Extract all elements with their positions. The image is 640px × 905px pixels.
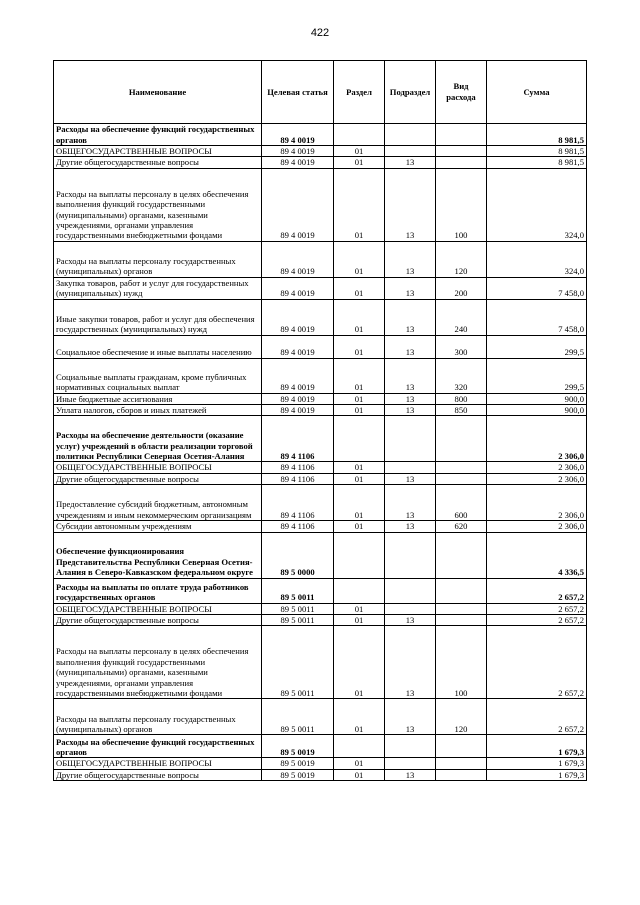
table-row bbox=[54, 416, 587, 462]
cell-target: 89 4 0019 bbox=[262, 168, 334, 241]
table-row bbox=[54, 615, 587, 626]
cell-subsection: 13 bbox=[385, 157, 436, 168]
cell-target: 89 4 1106 bbox=[262, 473, 334, 484]
cell-expense-type: 850 bbox=[436, 405, 487, 416]
cell-expense-type bbox=[436, 146, 487, 157]
cell-section: 01 bbox=[334, 358, 385, 393]
cell-sum: 8 981,5 bbox=[487, 157, 587, 168]
cell-section: 01 bbox=[334, 769, 385, 780]
cell-expense-type bbox=[436, 769, 487, 780]
table-row bbox=[54, 603, 587, 614]
cell-name: Социальные выплаты гражданам, кроме публичных нормативных социальных выплат bbox=[54, 358, 262, 393]
cell-section bbox=[334, 578, 385, 603]
cell-section: 01 bbox=[334, 405, 385, 416]
cell-expense-type bbox=[436, 578, 487, 603]
cell-name: Закупка товаров, работ и услуг для государственных (муниципальных) нужд bbox=[54, 277, 262, 299]
cell-name: Расходы на выплаты персоналу государственных (муниципальных) органов bbox=[54, 699, 262, 735]
cell-expense-type: 620 bbox=[436, 521, 487, 532]
table-row bbox=[54, 299, 587, 335]
cell-section: 01 bbox=[334, 626, 385, 699]
cell-subsection: 13 bbox=[385, 405, 436, 416]
cell-target: 89 4 1106 bbox=[262, 462, 334, 473]
cell-section: 01 bbox=[334, 168, 385, 241]
cell-sum: 8 981,5 bbox=[487, 146, 587, 157]
cell-name: ОБЩЕГОСУДАРСТВЕННЫЕ ВОПРОСЫ bbox=[54, 603, 262, 614]
cell-sum: 2 657,2 bbox=[487, 578, 587, 603]
cell-subsection: 13 bbox=[385, 615, 436, 626]
cell-sum: 2 306,0 bbox=[487, 521, 587, 532]
cell-sum: 900,0 bbox=[487, 405, 587, 416]
cell-subsection: 13 bbox=[385, 393, 436, 404]
cell-target: 89 4 1106 bbox=[262, 485, 334, 521]
table-row bbox=[54, 405, 587, 416]
cell-section: 01 bbox=[334, 758, 385, 769]
cell-sum: 299,5 bbox=[487, 335, 587, 358]
cell-name: Расходы на выплаты по оплате труда работников государственных органов bbox=[54, 578, 262, 603]
table-row bbox=[54, 146, 587, 157]
cell-expense-type bbox=[436, 124, 487, 146]
table-row bbox=[54, 758, 587, 769]
table-row bbox=[54, 157, 587, 168]
cell-sum: 1 679,3 bbox=[487, 758, 587, 769]
table-row bbox=[54, 521, 587, 532]
cell-section: 01 bbox=[334, 473, 385, 484]
cell-sum: 299,5 bbox=[487, 358, 587, 393]
cell-expense-type bbox=[436, 462, 487, 473]
cell-subsection bbox=[385, 578, 436, 603]
cell-name: Расходы на выплаты персоналу государственных (муниципальных) органов bbox=[54, 241, 262, 277]
cell-name: Предоставление субсидий бюджетным, автономным учреждениям и иным некоммерческим организациям bbox=[54, 485, 262, 521]
cell-target: 89 5 0011 bbox=[262, 615, 334, 626]
cell-subsection bbox=[385, 416, 436, 462]
cell-name: Уплата налогов, сборов и иных платежей bbox=[54, 405, 262, 416]
cell-subsection bbox=[385, 532, 436, 578]
cell-name: Расходы на обеспечение деятельности (оказание услуг) учреждений в области реализации торговой политики Республики Северная Осетия-Алания bbox=[54, 416, 262, 462]
header-expense-type: Вид расхода bbox=[436, 61, 487, 124]
cell-sum: 2 306,0 bbox=[487, 473, 587, 484]
cell-subsection: 13 bbox=[385, 241, 436, 277]
cell-expense-type bbox=[436, 157, 487, 168]
cell-name: Расходы на обеспечение функций государственных органов bbox=[54, 735, 262, 758]
cell-target: 89 4 0019 bbox=[262, 146, 334, 157]
cell-sum: 1 679,3 bbox=[487, 769, 587, 780]
cell-expense-type: 240 bbox=[436, 299, 487, 335]
cell-name: Социальное обеспечение и иные выплаты населению bbox=[54, 335, 262, 358]
cell-section: 01 bbox=[334, 241, 385, 277]
cell-subsection bbox=[385, 758, 436, 769]
cell-expense-type: 100 bbox=[436, 168, 487, 241]
cell-subsection: 13 bbox=[385, 358, 436, 393]
cell-target: 89 4 0019 bbox=[262, 157, 334, 168]
cell-target: 89 4 0019 bbox=[262, 393, 334, 404]
cell-target: 89 5 0011 bbox=[262, 626, 334, 699]
cell-section: 01 bbox=[334, 299, 385, 335]
cell-name: Расходы на выплаты персоналу в целях обеспечения выполнения функций государственными (муниципальными) органами, казенными учреждениями, органами управления государственными внебюджетными фондами bbox=[54, 168, 262, 241]
cell-section: 01 bbox=[334, 393, 385, 404]
cell-sum: 2 657,2 bbox=[487, 626, 587, 699]
cell-sum: 4 336,5 bbox=[487, 532, 587, 578]
table-row bbox=[54, 335, 587, 358]
cell-subsection: 13 bbox=[385, 473, 436, 484]
table-row bbox=[54, 124, 587, 146]
cell-sum: 2 306,0 bbox=[487, 462, 587, 473]
table-row bbox=[54, 578, 587, 603]
table-row bbox=[54, 277, 587, 299]
header-subsection: Подраздел bbox=[385, 61, 436, 124]
cell-name: ОБЩЕГОСУДАРСТВЕННЫЕ ВОПРОСЫ bbox=[54, 146, 262, 157]
cell-section: 01 bbox=[334, 462, 385, 473]
cell-section bbox=[334, 532, 385, 578]
cell-sum: 2 657,2 bbox=[487, 699, 587, 735]
cell-sum: 2 306,0 bbox=[487, 485, 587, 521]
cell-subsection: 13 bbox=[385, 626, 436, 699]
cell-subsection: 13 bbox=[385, 699, 436, 735]
cell-sum: 7 458,0 bbox=[487, 277, 587, 299]
header-name: Наименование bbox=[54, 61, 262, 124]
cell-name: Иные закупки товаров, работ и услуг для обеспечения государственных (муниципальных) нужд bbox=[54, 299, 262, 335]
cell-name: Субсидии автономным учреждениям bbox=[54, 521, 262, 532]
page-number: 422 bbox=[310, 27, 330, 39]
table-row bbox=[54, 735, 587, 758]
cell-target: 89 5 0019 bbox=[262, 769, 334, 780]
cell-name: Иные бюджетные ассигнования bbox=[54, 393, 262, 404]
table-row bbox=[54, 358, 587, 393]
table-row bbox=[54, 462, 587, 473]
cell-section: 01 bbox=[334, 699, 385, 735]
cell-target: 89 5 0011 bbox=[262, 603, 334, 614]
cell-subsection: 13 bbox=[385, 335, 436, 358]
cell-subsection bbox=[385, 735, 436, 758]
cell-target: 89 4 1106 bbox=[262, 521, 334, 532]
cell-sum: 2 306,0 bbox=[487, 416, 587, 462]
cell-target: 89 4 0019 bbox=[262, 405, 334, 416]
cell-target: 89 5 0011 bbox=[262, 578, 334, 603]
cell-target: 89 4 0019 bbox=[262, 299, 334, 335]
cell-sum: 2 657,2 bbox=[487, 615, 587, 626]
cell-section bbox=[334, 416, 385, 462]
cell-target: 89 4 0019 bbox=[262, 335, 334, 358]
cell-expense-type: 600 bbox=[436, 485, 487, 521]
cell-subsection: 13 bbox=[385, 769, 436, 780]
table-row bbox=[54, 699, 587, 735]
cell-target: 89 5 0011 bbox=[262, 699, 334, 735]
cell-sum: 8 981,5 bbox=[487, 124, 587, 146]
cell-target: 89 4 0019 bbox=[262, 277, 334, 299]
cell-subsection bbox=[385, 462, 436, 473]
cell-subsection bbox=[385, 146, 436, 157]
cell-section: 01 bbox=[334, 521, 385, 532]
cell-name: Другие общегосударственные вопросы bbox=[54, 473, 262, 484]
cell-target: 89 5 0019 bbox=[262, 735, 334, 758]
table-row bbox=[54, 241, 587, 277]
budget-table bbox=[53, 60, 587, 781]
cell-expense-type bbox=[436, 473, 487, 484]
cell-subsection bbox=[385, 124, 436, 146]
cell-target: 89 5 0000 bbox=[262, 532, 334, 578]
header-target: Целевая статья bbox=[262, 61, 334, 124]
cell-expense-type: 120 bbox=[436, 699, 487, 735]
cell-name: Расходы на обеспечение функций государственных органов bbox=[54, 124, 262, 146]
cell-name: Расходы на выплаты персоналу в целях обеспечения выполнения функций государственными (муниципальными) органами, казенными учреждениями, органами управления государственными внебюджетными фондами bbox=[54, 626, 262, 699]
table-body bbox=[54, 124, 587, 781]
cell-target: 89 4 0019 bbox=[262, 241, 334, 277]
header-section: Раздел bbox=[334, 61, 385, 124]
cell-sum: 900,0 bbox=[487, 393, 587, 404]
cell-subsection bbox=[385, 603, 436, 614]
cell-sum: 324,0 bbox=[487, 168, 587, 241]
cell-sum: 324,0 bbox=[487, 241, 587, 277]
cell-section: 01 bbox=[334, 603, 385, 614]
cell-sum: 2 657,2 bbox=[487, 603, 587, 614]
table-row bbox=[54, 473, 587, 484]
table-row bbox=[54, 485, 587, 521]
cell-sum: 1 679,3 bbox=[487, 735, 587, 758]
cell-section: 01 bbox=[334, 485, 385, 521]
table-row bbox=[54, 626, 587, 699]
cell-expense-type bbox=[436, 615, 487, 626]
cell-section: 01 bbox=[334, 146, 385, 157]
cell-section: 01 bbox=[334, 157, 385, 168]
table-row bbox=[54, 168, 587, 241]
cell-expense-type: 200 bbox=[436, 277, 487, 299]
table-row bbox=[54, 393, 587, 404]
cell-target: 89 4 1106 bbox=[262, 416, 334, 462]
header-sum: Сумма bbox=[487, 61, 587, 124]
table-row bbox=[54, 532, 587, 578]
cell-name: ОБЩЕГОСУДАРСТВЕННЫЕ ВОПРОСЫ bbox=[54, 758, 262, 769]
cell-subsection: 13 bbox=[385, 168, 436, 241]
cell-name: Другие общегосударственные вопросы bbox=[54, 769, 262, 780]
cell-expense-type bbox=[436, 735, 487, 758]
cell-expense-type: 800 bbox=[436, 393, 487, 404]
cell-sum: 7 458,0 bbox=[487, 299, 587, 335]
cell-expense-type: 100 bbox=[436, 626, 487, 699]
cell-expense-type: 120 bbox=[436, 241, 487, 277]
cell-name: Другие общегосударственные вопросы bbox=[54, 615, 262, 626]
cell-target: 89 4 0019 bbox=[262, 124, 334, 146]
cell-expense-type bbox=[436, 416, 487, 462]
cell-subsection: 13 bbox=[385, 485, 436, 521]
cell-subsection: 13 bbox=[385, 277, 436, 299]
cell-expense-type bbox=[436, 758, 487, 769]
cell-name: Другие общегосударственные вопросы bbox=[54, 157, 262, 168]
cell-expense-type: 300 bbox=[436, 335, 487, 358]
table-row bbox=[54, 769, 587, 780]
cell-section: 01 bbox=[334, 277, 385, 299]
cell-name: ОБЩЕГОСУДАРСТВЕННЫЕ ВОПРОСЫ bbox=[54, 462, 262, 473]
table-header-row bbox=[54, 61, 587, 124]
cell-target: 89 4 0019 bbox=[262, 358, 334, 393]
cell-section bbox=[334, 124, 385, 146]
cell-subsection: 13 bbox=[385, 521, 436, 532]
cell-expense-type: 320 bbox=[436, 358, 487, 393]
cell-section: 01 bbox=[334, 335, 385, 358]
cell-target: 89 5 0019 bbox=[262, 758, 334, 769]
cell-expense-type bbox=[436, 603, 487, 614]
cell-section: 01 bbox=[334, 615, 385, 626]
cell-subsection: 13 bbox=[385, 299, 436, 335]
cell-name: Обеспечение функционирования Представительства Республики Северная Осетия-Алания в Северо-Кавказском федеральном округе bbox=[54, 532, 262, 578]
cell-section bbox=[334, 735, 385, 758]
cell-expense-type bbox=[436, 532, 487, 578]
